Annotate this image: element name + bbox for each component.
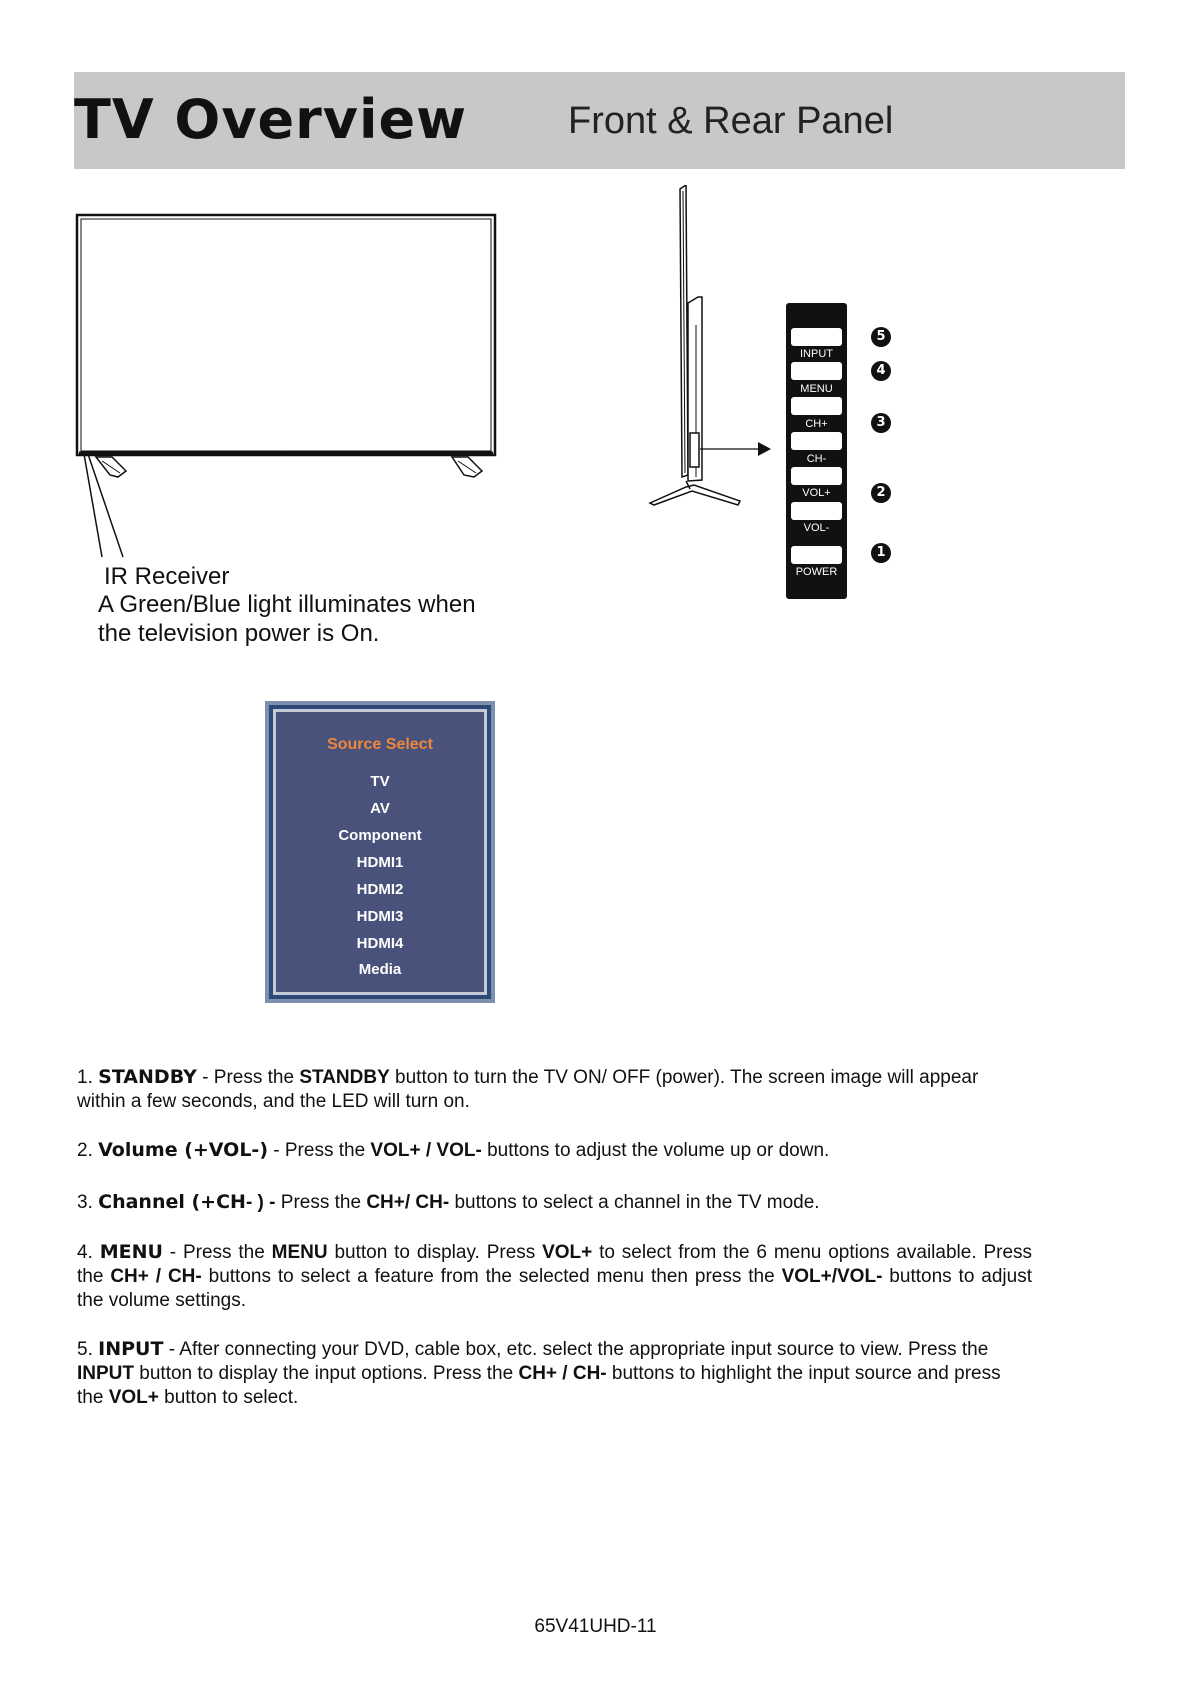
source-option-hdmi3[interactable]: HDMI3 — [356, 908, 404, 925]
source-option-media[interactable]: Media — [358, 961, 402, 978]
instruction-text: - Press the — [162, 1242, 272, 1263]
instruction-text: to select from the 6 menu options available. Press the — [77, 1242, 1033, 1287]
instruction-keyword: INPUT — [98, 1338, 164, 1360]
instruction-text: buttons to select a channel in the TV mode. — [449, 1192, 820, 1213]
ir-receiver-description-line2: the television power is On. — [98, 620, 380, 647]
instruction-bold: VOL+ / VOL- — [370, 1140, 482, 1161]
vol-minus-key-label: VOL- — [803, 522, 830, 534]
source-option-component[interactable]: Component — [338, 827, 422, 844]
instruction-number: 1. — [77, 1067, 93, 1088]
instruction-text: - Press the — [196, 1067, 300, 1088]
source-option-hdmi4[interactable]: HDMI4 — [356, 935, 404, 952]
page-subtitle: Front & Rear Panel — [568, 100, 894, 142]
menu-key[interactable] — [791, 362, 842, 380]
instruction-bold: CH+/ CH- — [366, 1192, 450, 1213]
ch-plus-key[interactable] — [791, 397, 842, 415]
instruction-keyword: MENU — [99, 1241, 163, 1263]
instruction-input — [77, 1337, 1032, 1410]
footer-model-number: 65V41UHD-11 — [534, 1616, 657, 1637]
menu-key-label: MENU — [800, 383, 833, 395]
ch-plus-key-label: CH+ — [805, 418, 828, 430]
instruction-bold: STANDBY — [299, 1067, 390, 1088]
ir-receiver-title: IR Receiver — [104, 563, 230, 590]
instruction-number: 3. — [77, 1192, 93, 1213]
side-button-panel — [786, 303, 847, 599]
instruction-text: buttons to adjust the volume settings. — [77, 1266, 1032, 1311]
vol-minus-key[interactable] — [791, 502, 842, 520]
callout-1: 1 — [871, 543, 891, 563]
instruction-number: 2. — [77, 1140, 93, 1161]
power-key-label: POWER — [795, 566, 838, 578]
instruction-keyword: Volume (+VOL-) — [98, 1139, 268, 1161]
source-select-panel — [273, 709, 487, 995]
instruction-bold: INPUT — [77, 1363, 134, 1384]
instruction-number: 5. — [77, 1339, 93, 1360]
instruction-volume — [77, 1138, 1032, 1163]
instruction-text: button to display the input options. Press the — [134, 1363, 519, 1384]
instruction-keyword: STANDBY — [98, 1066, 197, 1088]
instruction-text: - Press the — [268, 1140, 371, 1161]
source-option-tv[interactable]: TV — [370, 773, 390, 790]
callout-3: 3 — [871, 413, 891, 433]
instruction-bold: VOL+/VOL- — [781, 1266, 883, 1287]
instruction-menu — [77, 1240, 1032, 1313]
source-option-hdmi1[interactable]: HDMI1 — [356, 854, 404, 871]
vol-plus-key-label: VOL+ — [802, 487, 831, 499]
source-select-menu — [265, 701, 495, 1003]
tv-side-illustration — [630, 185, 790, 515]
instruction-text: buttons to adjust the volume up or down. — [481, 1140, 830, 1161]
ir-receiver-description-line1: A Green/Blue light illuminates when — [98, 591, 476, 618]
instruction-bold: VOL+ — [542, 1242, 593, 1263]
instruction-text: button to turn the TV ON/ OFF (power). The screen image will appear within a few seconds, and the LED will turn on. — [77, 1067, 979, 1112]
input-key-label: INPUT — [800, 348, 833, 360]
tv-front-illustration — [70, 205, 500, 565]
vol-plus-key[interactable] — [791, 467, 842, 485]
instruction-bold: CH+ / CH- — [518, 1363, 607, 1384]
callout-4: 4 — [871, 361, 891, 381]
source-option-av[interactable]: AV — [370, 800, 390, 817]
instruction-bold: CH+ / CH- — [110, 1266, 202, 1287]
instruction-number: 4. — [77, 1242, 93, 1263]
ch-minus-key-label: CH- — [806, 453, 827, 465]
instruction-keyword-tail: - ) - — [245, 1192, 276, 1213]
source-option-hdmi2[interactable]: HDMI2 — [356, 881, 404, 898]
instruction-keyword: Channel (+CH — [98, 1191, 246, 1213]
power-key[interactable] — [791, 546, 842, 564]
instruction-bold: MENU — [271, 1242, 328, 1263]
source-select-frame — [269, 705, 491, 999]
instruction-bold: VOL+ — [108, 1387, 159, 1408]
instruction-text: button to display. Press — [327, 1242, 543, 1263]
input-key[interactable] — [791, 328, 842, 346]
page-title: TV Overview — [74, 88, 468, 151]
callout-2: 2 — [871, 483, 891, 503]
source-select-title: Source Select — [327, 736, 433, 753]
instruction-text: - After connecting your DVD, cable box, etc. select the appropriate input source to view. Press the — [163, 1339, 989, 1360]
instruction-channel — [77, 1190, 1032, 1215]
instruction-standby — [77, 1065, 1032, 1114]
instruction-text: buttons to select a feature from the selected menu then press the — [201, 1266, 782, 1287]
instruction-text: button to select. — [158, 1387, 299, 1408]
callout-5: 5 — [871, 327, 891, 347]
instruction-text: buttons to highlight the input source and press the — [77, 1363, 1001, 1408]
instruction-text: Press the — [275, 1192, 367, 1213]
ch-minus-key[interactable] — [791, 432, 842, 450]
